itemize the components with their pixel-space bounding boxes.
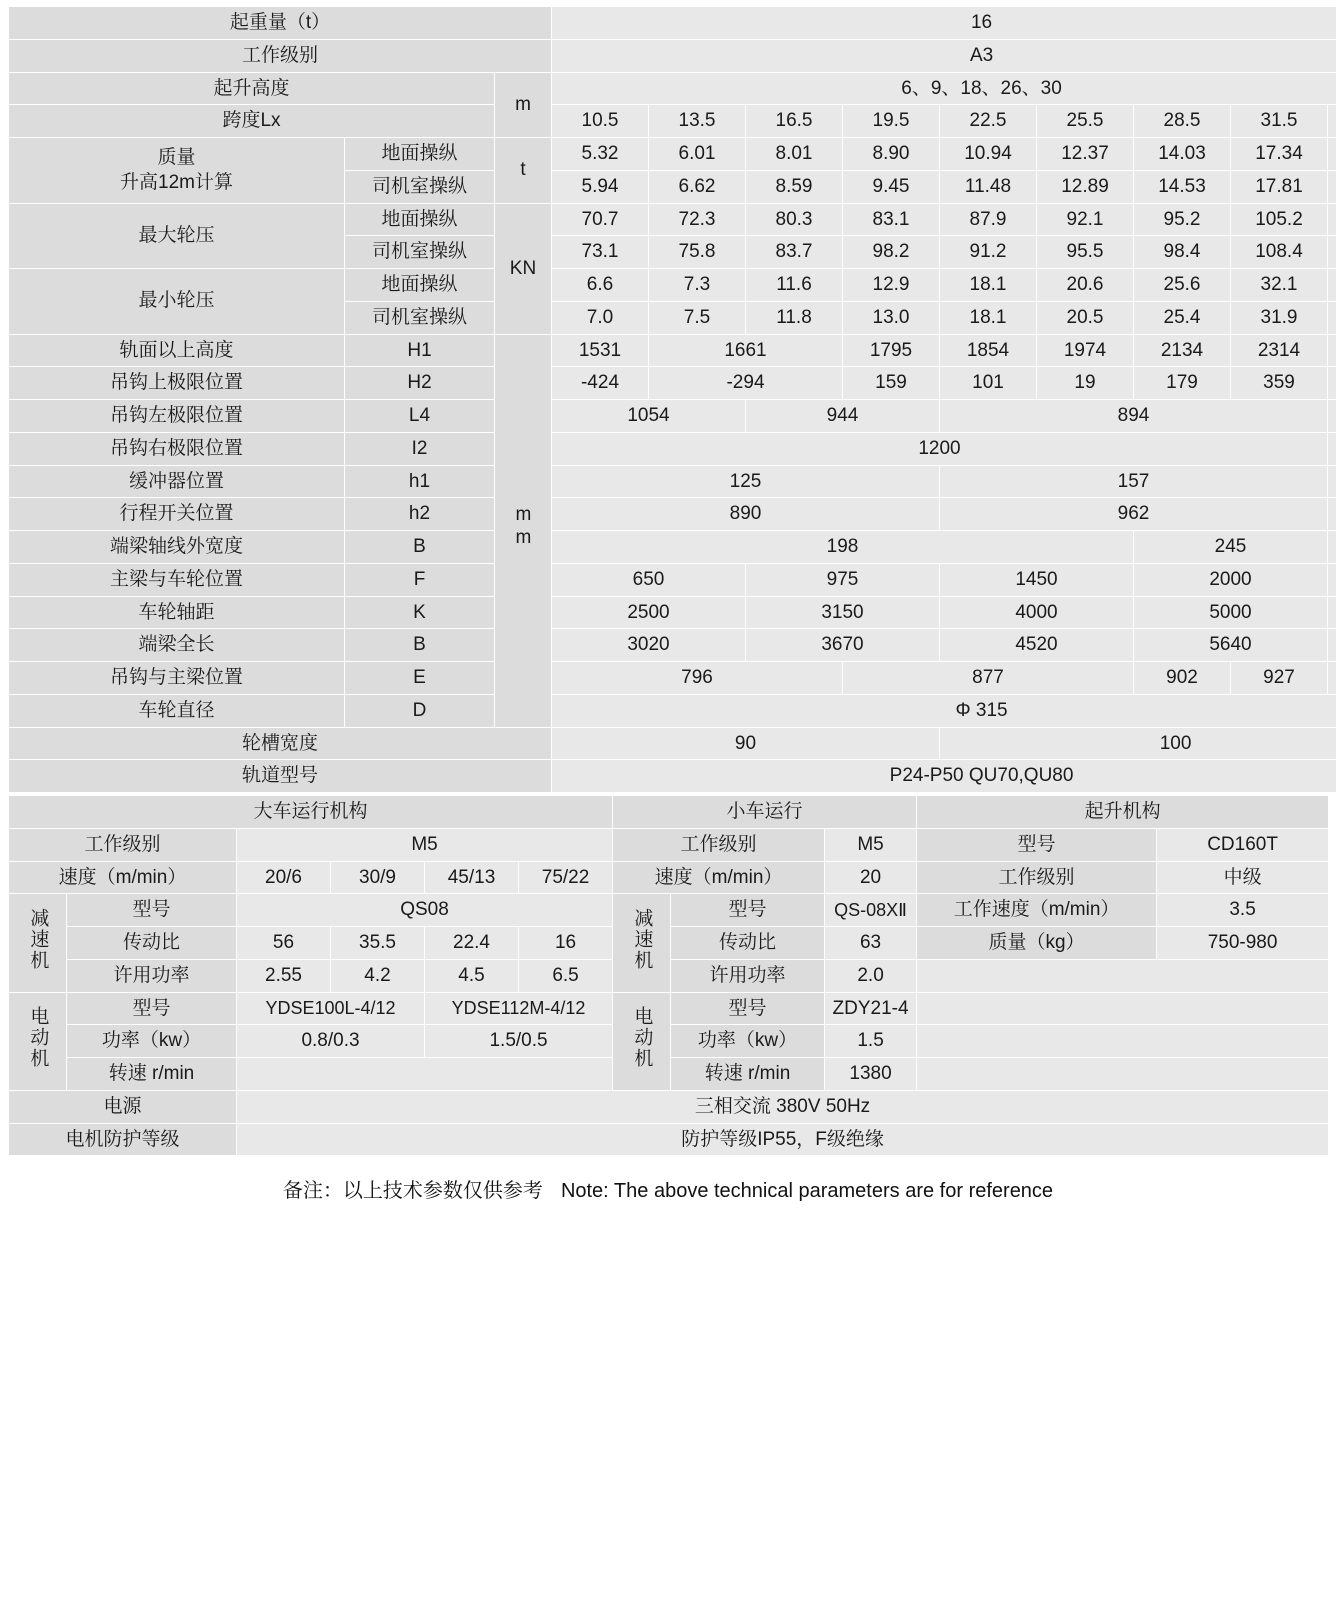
bridge-power-value: 1.5/0.5 [425, 1025, 613, 1058]
table-row [9, 596, 1336, 629]
dim-value: 1450 [940, 563, 1134, 596]
table-row [9, 498, 1336, 531]
power-supply-value: 三相交流 380V 50Hz [237, 1090, 1329, 1123]
unit-m: m [495, 72, 552, 138]
trolley-reducer-model-label: 型号 [671, 894, 825, 927]
max-wheel-cab-value: 95.5 [1037, 236, 1134, 269]
empty-cell [1328, 334, 1336, 367]
groove-width-value: 100 [940, 727, 1336, 760]
hoist-speed-label: 工作速度（m/min） [917, 894, 1157, 927]
dim-value: 179 [1134, 367, 1231, 400]
dim-label: 端梁全长 [9, 629, 345, 662]
bridge-ratio-value: 22.4 [425, 927, 519, 960]
max-wheel-cab-value: 91.2 [940, 236, 1037, 269]
dim-label: 吊钩与主梁位置 [9, 662, 345, 695]
empty-cell [917, 992, 1329, 1025]
table-row [9, 894, 1329, 927]
max-wheel-ground-value: 83.1 [843, 203, 940, 236]
dim-value: 101 [940, 367, 1037, 400]
mass-ground-value: 10.94 [940, 138, 1037, 171]
bridge-allow-power-value: 4.2 [331, 959, 425, 992]
bridge-speed-label: 速度（m/min） [9, 861, 237, 894]
min-wheel-cab-value: 11.8 [746, 301, 843, 334]
dim-value: 975 [746, 563, 940, 596]
protection-class-value: 防护等级IP55，F级绝缘 [237, 1123, 1329, 1156]
empty-cell [1328, 105, 1336, 138]
groove-width-label: 轮槽宽度 [9, 727, 552, 760]
hoist-duty-value: 中级 [1157, 861, 1329, 894]
dim-value: -424 [552, 367, 649, 400]
dim-symbol: E [345, 662, 495, 695]
table-row [9, 39, 1336, 72]
table-row [9, 400, 1336, 433]
lift-height-label: 起升高度 [9, 72, 495, 105]
power-supply-label: 电源 [9, 1090, 237, 1123]
dim-label: 车轮轴距 [9, 596, 345, 629]
trolley-power-value: 1.5 [825, 1025, 917, 1058]
dim-symbol: H2 [345, 367, 495, 400]
dim-value: 5000 [1134, 596, 1328, 629]
bridge-allow-power-label: 许用功率 [67, 959, 237, 992]
mass-cab-value: 14.53 [1134, 170, 1231, 203]
empty-cell [1328, 465, 1336, 498]
dim-symbol: F [345, 563, 495, 596]
table-row [9, 992, 1329, 1025]
duty-value: A3 [552, 39, 1336, 72]
max-wheel-ground-value: 87.9 [940, 203, 1037, 236]
hoist-speed-value: 3.5 [1157, 894, 1329, 927]
mass-ground-value: 8.90 [843, 138, 940, 171]
trolley-duty-label: 工作级别 [613, 828, 825, 861]
hoist-model-value: CD160T [1157, 828, 1329, 861]
span-value: 16.5 [746, 105, 843, 138]
mass-label-line2: 升高12m计算 [120, 172, 233, 194]
dim-value: 1054 [552, 400, 746, 433]
min-wheel-cab-value: 7.0 [552, 301, 649, 334]
min-wheel-cab-value: 25.4 [1134, 301, 1231, 334]
dim-symbol: D [345, 694, 495, 727]
empty-cell [1328, 301, 1336, 334]
min-wheel-ground-value: 11.6 [746, 269, 843, 302]
dim-value: 2000 [1134, 563, 1328, 596]
bridge-speed-value: 30/9 [331, 861, 425, 894]
hoist-duty-label: 工作级别 [917, 861, 1157, 894]
table-row [9, 662, 1336, 695]
max-wheel-pressure-label: 最大轮压 [9, 203, 345, 269]
dim-label: 行程开关位置 [9, 498, 345, 531]
bridge-reducer-model-label: 型号 [67, 894, 237, 927]
dim-value: 4000 [940, 596, 1134, 629]
bridge-motor-model-value: YDSE112M-4/12 [425, 992, 613, 1025]
bridge-motor-label: 电动机 [9, 992, 67, 1090]
dim-value: 1974 [1037, 334, 1134, 367]
trolley-allow-power-label: 许用功率 [671, 959, 825, 992]
bridge-motor-model-value: YDSE100L-4/12 [237, 992, 425, 1025]
table-row [9, 269, 1336, 302]
empty-cell [917, 959, 1329, 992]
min-wheel-pressure-label: 最小轮压 [9, 269, 345, 335]
empty-cell [1328, 138, 1336, 171]
unit-mm: mm [495, 334, 552, 727]
control-type-cab: 司机室操纵 [345, 301, 495, 334]
trolley-reducer-model-value: QS-08XⅡ [825, 894, 917, 927]
footer-note-en: Note: The above technical parameters are for reference [560, 1180, 1054, 1203]
trolley-speed-value: 20 [825, 861, 917, 894]
dim-label: 轨面以上高度 [9, 334, 345, 367]
table-row [9, 1090, 1329, 1123]
empty-cell [1328, 563, 1336, 596]
dim-symbol: L4 [345, 400, 495, 433]
trolley-power-label: 功率（kw） [671, 1025, 825, 1058]
dim-value: 796 [552, 662, 843, 695]
unit-kn: KN [495, 203, 552, 334]
table-row [9, 7, 1336, 40]
dim-value: 890 [552, 498, 940, 531]
capacity-value: 16 [552, 7, 1336, 40]
trolley-rpm-value: 1380 [825, 1058, 917, 1091]
mass-cab-value: 6.62 [649, 170, 746, 203]
footer-note [8, 1174, 1328, 1203]
mechanism-table [8, 795, 1329, 1156]
mass-cab-value: 12.89 [1037, 170, 1134, 203]
dim-value: 1531 [552, 334, 649, 367]
bridge-rpm-label: 转速 r/min [67, 1058, 237, 1091]
table-row [9, 1123, 1329, 1156]
table-row [9, 105, 1336, 138]
dim-value: 1661 [649, 334, 843, 367]
dim-value: 962 [940, 498, 1328, 531]
dim-value: Φ 315 [552, 694, 1336, 727]
min-wheel-cab-value: 7.5 [649, 301, 746, 334]
empty-cell [1328, 236, 1336, 269]
dim-value: 3020 [552, 629, 746, 662]
max-wheel-cab-value: 108.4 [1231, 236, 1328, 269]
bridge-speed-value: 45/13 [425, 861, 519, 894]
dim-value: 894 [940, 400, 1328, 433]
mass-cab-value: 11.48 [940, 170, 1037, 203]
max-wheel-ground-value: 92.1 [1037, 203, 1134, 236]
dim-label: 车轮直径 [9, 694, 345, 727]
trolley-reducer-label: 减速机 [613, 894, 671, 992]
empty-cell [917, 1025, 1329, 1058]
trolley-speed-label: 速度（m/min） [613, 861, 825, 894]
max-wheel-cab-value: 83.7 [746, 236, 843, 269]
max-wheel-ground-value: 95.2 [1134, 203, 1231, 236]
dim-value: 157 [940, 465, 1328, 498]
bridge-rpm-value [237, 1058, 613, 1091]
trolley-allow-power-value: 2.0 [825, 959, 917, 992]
hoist-title: 起升机构 [917, 796, 1329, 829]
bridge-allow-power-value: 6.5 [519, 959, 613, 992]
dim-value: 1200 [552, 432, 1328, 465]
bridge-power-label: 功率（kw） [67, 1025, 237, 1058]
trolley-motor-model-value: ZDY21-4 [825, 992, 917, 1025]
bridge-travel-title: 大车运行机构 [9, 796, 613, 829]
mass-ground-value: 5.32 [552, 138, 649, 171]
mass-cab-value: 5.94 [552, 170, 649, 203]
empty-cell [1328, 269, 1336, 302]
span-value: 22.5 [940, 105, 1037, 138]
trolley-travel-title: 小车运行 [613, 796, 917, 829]
dim-label: 端梁轴线外宽度 [9, 531, 345, 564]
min-wheel-ground-value: 20.6 [1037, 269, 1134, 302]
dim-label: 主梁与车轮位置 [9, 563, 345, 596]
capacity-label: 起重量（t） [9, 7, 552, 40]
max-wheel-ground-value: 70.7 [552, 203, 649, 236]
dim-value: 159 [843, 367, 940, 400]
table-row [9, 629, 1336, 662]
mass-ground-value: 12.37 [1037, 138, 1134, 171]
dim-value: 2314 [1231, 334, 1328, 367]
table-row [9, 72, 1336, 105]
trolley-duty-value: M5 [825, 828, 917, 861]
dim-value: 902 [1134, 662, 1231, 695]
table-row [9, 334, 1336, 367]
max-wheel-cab-value: 73.1 [552, 236, 649, 269]
min-wheel-ground-value: 25.6 [1134, 269, 1231, 302]
span-value: 28.5 [1134, 105, 1231, 138]
hoist-model-label: 型号 [917, 828, 1157, 861]
max-wheel-cab-value: 98.2 [843, 236, 940, 269]
mass-label-line1: 质量 [157, 146, 196, 168]
trolley-motor-model-label: 型号 [671, 992, 825, 1025]
min-wheel-cab-value: 20.5 [1037, 301, 1134, 334]
min-wheel-cab-value: 18.1 [940, 301, 1037, 334]
empty-cell [1328, 400, 1336, 433]
table-row [9, 796, 1329, 829]
dim-value: 245 [1134, 531, 1328, 564]
hoist-mass-value: 750-980 [1157, 927, 1329, 960]
table-row [9, 828, 1329, 861]
max-wheel-ground-value: 105.2 [1231, 203, 1328, 236]
mass-ground-value: 6.01 [649, 138, 746, 171]
table-row [9, 694, 1336, 727]
min-wheel-cab-value: 13.0 [843, 301, 940, 334]
dim-label: 吊钩左极限位置 [9, 400, 345, 433]
control-type-ground: 地面操纵 [345, 203, 495, 236]
bridge-ratio-value: 16 [519, 927, 613, 960]
span-value: 10.5 [552, 105, 649, 138]
trolley-ratio-value: 63 [825, 927, 917, 960]
dim-value: 877 [843, 662, 1134, 695]
bridge-reducer-label: 减速机 [9, 894, 67, 992]
empty-cell [1328, 367, 1336, 400]
bridge-ratio-label: 传动比 [67, 927, 237, 960]
mass-cab-value: 9.45 [843, 170, 940, 203]
lift-height-value: 6、9、18、26、30 [552, 72, 1336, 105]
table-row [9, 465, 1336, 498]
dim-value: 1795 [843, 334, 940, 367]
dim-label: 吊钩上极限位置 [9, 367, 345, 400]
trolley-motor-label: 电动机 [613, 992, 671, 1090]
empty-cell [1328, 531, 1336, 564]
dim-label: 缓冲器位置 [9, 465, 345, 498]
span-value: 31.5 [1231, 105, 1328, 138]
dim-value: 5640 [1134, 629, 1328, 662]
min-wheel-ground-value: 12.9 [843, 269, 940, 302]
empty-cell [1328, 662, 1336, 695]
span-label: 跨度Lx [9, 105, 495, 138]
min-wheel-ground-value: 32.1 [1231, 269, 1328, 302]
span-value: 19.5 [843, 105, 940, 138]
table-row [9, 727, 1336, 760]
empty-cell [1328, 432, 1336, 465]
dim-symbol: I2 [345, 432, 495, 465]
mass-label [9, 138, 345, 204]
bridge-motor-model-label: 型号 [67, 992, 237, 1025]
max-wheel-cab-value: 98.4 [1134, 236, 1231, 269]
dim-value: 3150 [746, 596, 940, 629]
dim-value: 927 [1231, 662, 1328, 695]
control-type-cab: 司机室操纵 [345, 236, 495, 269]
dim-value: 4520 [940, 629, 1134, 662]
trolley-rpm-label: 转速 r/min [671, 1058, 825, 1091]
footer-note-cn: 备注：以上技术参数仅供参考 [282, 1180, 543, 1203]
span-value: 25.5 [1037, 105, 1134, 138]
table-row [9, 138, 1336, 171]
bridge-ratio-value: 56 [237, 927, 331, 960]
bridge-allow-power-value: 2.55 [237, 959, 331, 992]
dim-symbol: B [345, 531, 495, 564]
dim-value: 2134 [1134, 334, 1231, 367]
control-type-ground: 地面操纵 [345, 269, 495, 302]
bridge-duty-label: 工作级别 [9, 828, 237, 861]
control-type-ground: 地面操纵 [345, 138, 495, 171]
dim-value: 944 [746, 400, 940, 433]
max-wheel-cab-value: 75.8 [649, 236, 746, 269]
max-wheel-ground-value: 72.3 [649, 203, 746, 236]
table-row [9, 861, 1329, 894]
dim-symbol: B [345, 629, 495, 662]
mass-ground-value: 17.34 [1231, 138, 1328, 171]
dim-value: -294 [649, 367, 843, 400]
bridge-duty-value: M5 [237, 828, 613, 861]
table-row [9, 563, 1336, 596]
unit-t: t [495, 138, 552, 204]
rail-type-value: P24-P50 QU70,QU80 [552, 760, 1336, 793]
protection-class-label: 电机防护等级 [9, 1123, 237, 1156]
dim-value: 19 [1037, 367, 1134, 400]
table-row [9, 531, 1336, 564]
dim-value: 125 [552, 465, 940, 498]
empty-cell [1328, 498, 1336, 531]
dim-value: 198 [552, 531, 1134, 564]
mass-ground-value: 14.03 [1134, 138, 1231, 171]
min-wheel-ground-value: 18.1 [940, 269, 1037, 302]
dim-value: 3670 [746, 629, 940, 662]
empty-cell [1328, 170, 1336, 203]
mass-ground-value: 8.01 [746, 138, 843, 171]
bridge-ratio-value: 35.5 [331, 927, 425, 960]
bridge-speed-value: 20/6 [237, 861, 331, 894]
mass-cab-value: 8.59 [746, 170, 843, 203]
main-spec-table [8, 6, 1336, 793]
bridge-power-value: 0.8/0.3 [237, 1025, 425, 1058]
dim-symbol: K [345, 596, 495, 629]
groove-width-value: 90 [552, 727, 940, 760]
bridge-allow-power-value: 4.5 [425, 959, 519, 992]
table-row [9, 760, 1336, 793]
mass-cab-value: 17.81 [1231, 170, 1328, 203]
table-row [9, 367, 1336, 400]
max-wheel-ground-value: 80.3 [746, 203, 843, 236]
duty-label: 工作级别 [9, 39, 552, 72]
min-wheel-cab-value: 31.9 [1231, 301, 1328, 334]
empty-cell [1328, 629, 1336, 662]
rail-type-label: 轨道型号 [9, 760, 552, 793]
hoist-mass-label: 质量（kg） [917, 927, 1157, 960]
bridge-speed-value: 75/22 [519, 861, 613, 894]
dim-value: 1854 [940, 334, 1037, 367]
span-value: 13.5 [649, 105, 746, 138]
min-wheel-ground-value: 7.3 [649, 269, 746, 302]
dim-symbol: H1 [345, 334, 495, 367]
trolley-ratio-label: 传动比 [671, 927, 825, 960]
dim-label: 吊钩右极限位置 [9, 432, 345, 465]
min-wheel-ground-value: 6.6 [552, 269, 649, 302]
dim-value: 650 [552, 563, 746, 596]
dim-symbol: h1 [345, 465, 495, 498]
table-row [9, 432, 1336, 465]
bridge-reducer-model-value: QS08 [237, 894, 613, 927]
table-row [9, 203, 1336, 236]
empty-cell [1328, 596, 1336, 629]
dim-value: 2500 [552, 596, 746, 629]
empty-cell [1328, 203, 1336, 236]
dim-symbol: h2 [345, 498, 495, 531]
control-type-cab: 司机室操纵 [345, 170, 495, 203]
empty-cell [917, 1058, 1329, 1091]
dim-value: 359 [1231, 367, 1328, 400]
